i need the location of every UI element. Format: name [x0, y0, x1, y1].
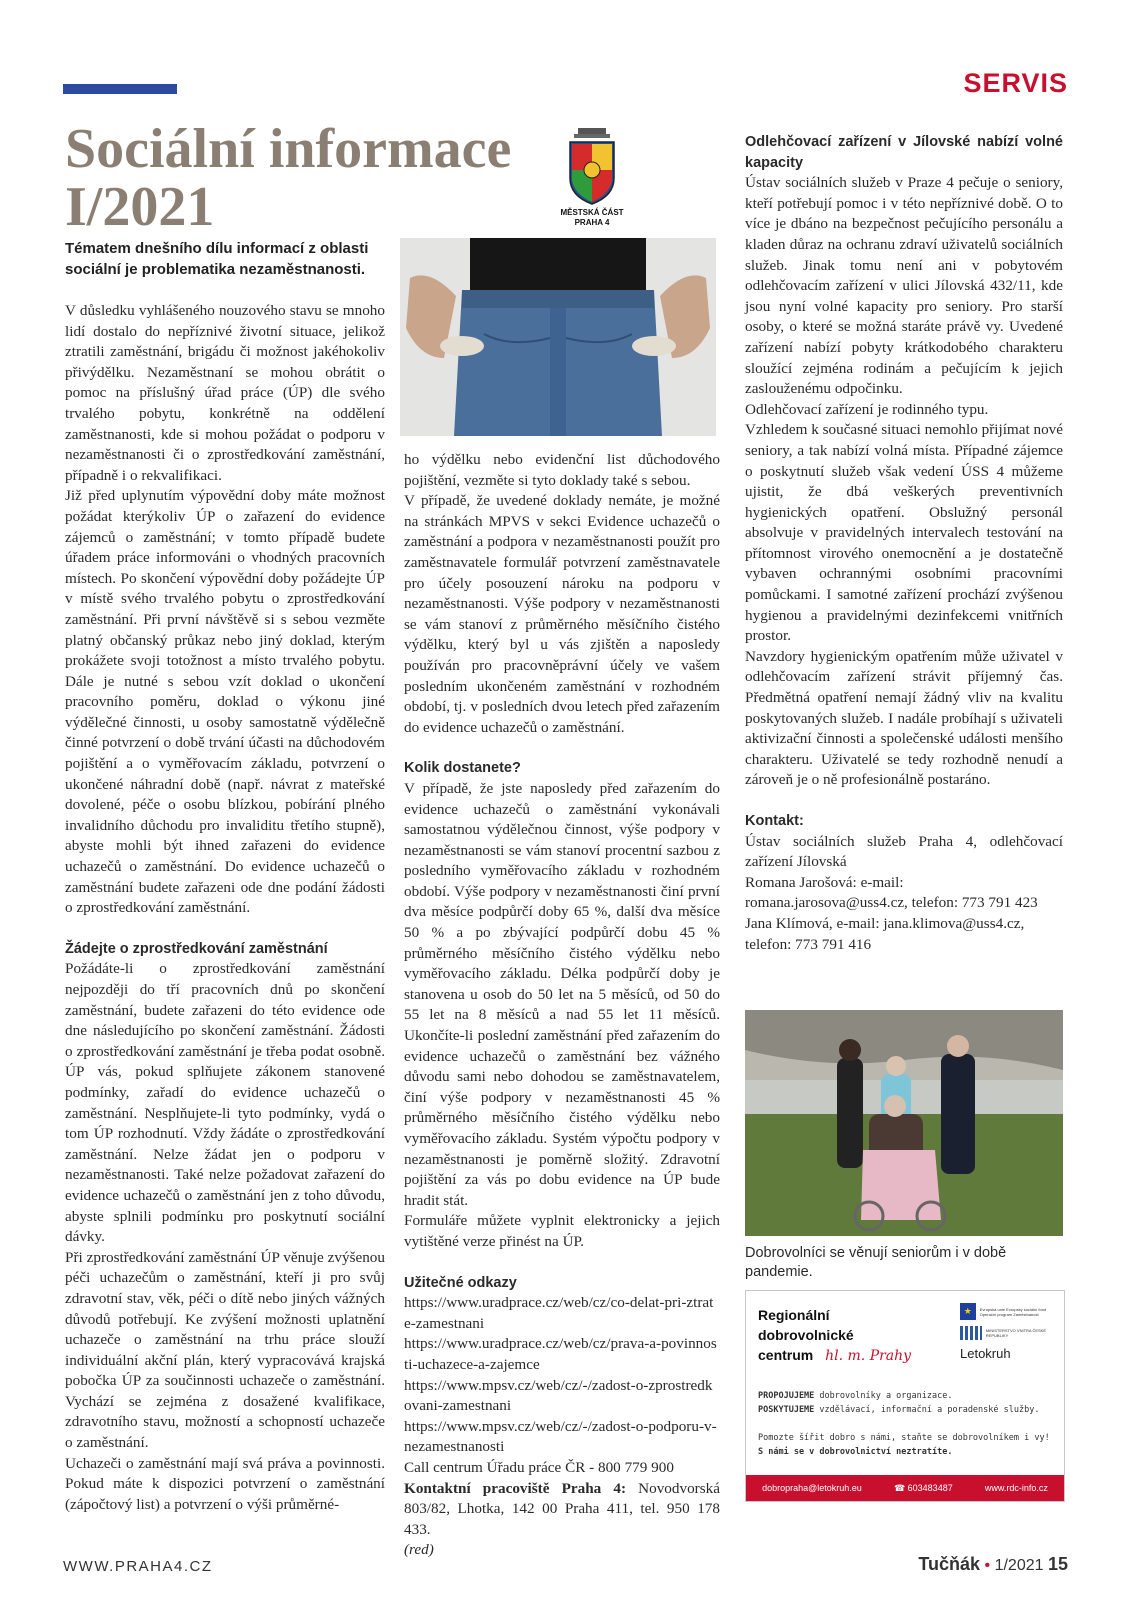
subheading: Kolik dostanete? [404, 760, 521, 777]
paragraph: ho výdělku nebo evidenční list důchodového pojištění, vezměte si tyto doklady také s sebou. [404, 451, 720, 489]
signature: (red) [404, 1541, 434, 1559]
ad-title-2: dobrovolnické [758, 1327, 854, 1343]
paragraph: V důsledku vyhlášeného nouzového stavu se mnoho lidí dostalo do nepříznivé životní situace, jelikož ztratili zaměstnání, brigádu či možnost jakéhokoliv přivýdělku. Nezaměstnaní se mohou obrátit o pomoc na příslušný úřad práce (ÚP) dle svého trvalého pobytu, konkrétně na oddělení zaměstnanosti, kde si mohou požádat o podporu v nezaměstnanosti či o zprostředkování zaměstnání, případně i o rekvalifikaci. [65, 302, 385, 484]
paragraph: V případě, že uvedené doklady nemáte, je možné na stránkách MPVS v sekci Evidence uchazečů o zaměstnání a podpora v nezaměstnanosti použít pro zaměstnavatele formulář potvrzení zaměstnavatele pro účely posouzení nároku na podporu v nezaměstnanosti. Výše podpory v nezaměstnanosti se vám stanoví z průměrného měsíčního čistého výdělku, který byl u vás zjištěn a naposledy používán pro pracovněprávní účely ve vašem posledním ukončeném zaměstnání v rozhodném období, tj. v posledních dvou letech před zařazením do evidence uchazečů o zaměstnání. [404, 492, 720, 736]
ministry-icon [960, 1326, 982, 1340]
partner-logos [960, 1303, 1056, 1361]
link[interactable]: https://www.mpsv.cz/web/cz/-/zadost-o-zprostredkovani-zamestnani [404, 1376, 713, 1415]
ad-phone [894, 1483, 953, 1494]
ad-script: hl. m. Prahy [825, 1348, 912, 1364]
ad-line-3: Pomozte šířit dobro s námi, staňte se dobrovolníkem i vy! [758, 1433, 1050, 1443]
ad-title-3: centrum [758, 1347, 814, 1363]
subheading: Odlehčovací zařízení v Jílovské nabízí volné kapacity [745, 134, 1063, 171]
link[interactable]: https://www.uradprace.cz/web/cz/co-delat-pri-ztrate-zamestnani [404, 1294, 714, 1332]
letokruh-logo: Letokruh [960, 1346, 1011, 1361]
contact-office [404, 1479, 720, 1541]
praha4-logo [548, 120, 636, 236]
link[interactable]: https://www.uradprace.cz/web/cz/prava-a-povinnosti-uchazece-a-zajemce [404, 1335, 717, 1373]
paragraph: Vzhledem k současné situaci nemohlo přijímat nové seniory, a tak nabízí volná místa. Případné zájemce o poskytnutí služeb však vedení ÚSS 4 můžeme ujistit, že dbá veškerých preventivních hygienických opatření. Obslužný personál absolvuje v pravidelných intervalech testování na přítomnost virového onemocnění a je dostatečně vybaven ochrannými osobními pracovními pomůckami. I samotné zařízení prochází zvýšenou hygienou a pravidelnými dezinfekcemi vnitřních prostor. [745, 421, 1064, 645]
paragraph: V případě, že jste naposledy před zařazením do evidence uchazečů o zaměstnání vykonávali samostatnou výdělečnou činnost, výše podpory v nezaměstnanosti se vám stanoví procentní sazbou z posledního vyměřovacího základu v rozhodném období. Výše podpory v nezaměstnanosti činí první dva měsíce podpůrčí doby 65 %, další dva měsíce 50 % a po zbývající podpůrčí dobu 45 % průměrného měsíčního čistého výdělku nebo vyměřovacího základu. Délka podpůrčí doby je stanovena u osob do 50 let na 5 měsíců, od 50 do 55 let na 8 měsíců a nad 55 let 11 měsíců. Ukončíte-li poslední zaměstnání před zařazením do evidence uchazečů o zaměstnání bez vážného důvodu sami nebo dohodou se zaměstnavatelem, činí výše podpory v nezaměstnanosti 45 % průměrného měsíčního čistého výdělku nebo vyměřovacího základu. Systém výpočtu podpory v nezaměstnanosti je poměrně složitý. Zdravotní pojištění za vás po dobu evidence na ÚP bude hradit stát. [404, 779, 720, 1209]
contact-line: Ústav sociálních služeb Praha 4, odlehčovací zařízení Jílovská [745, 832, 1063, 871]
page-number: 15 [1047, 1554, 1068, 1574]
paragraph: Formuláře můžete vyplnit elektronicky a jejich vytištěné verze přinést na ÚP. [404, 1212, 720, 1250]
ad-website[interactable]: www.rdc-info.cz [984, 1483, 1048, 1493]
ad-line-1-bold: PROPOJUJEME [758, 1391, 815, 1401]
footer-site[interactable]: WWW.PRAHA4.CZ [63, 1558, 213, 1575]
bullet-icon: • [984, 1557, 995, 1574]
contact-office-text: Novodvorská 803/82, Lhotka, 142 00 Praha 411, tel. 950 178 433. [404, 1479, 720, 1538]
ad-footer-bar [746, 1475, 1064, 1501]
contact-line: Romana Jarošová: e-mail: romana.jarosova@uss4.cz, telefon: 773 791 423 [745, 873, 1038, 912]
call-centre: Call centrum Úřadu práce ČR - 800 779 900 [404, 1458, 674, 1476]
phone-icon: ☎ [893, 1482, 908, 1493]
link[interactable]: https://www.mpsv.cz/web/cz/-/zadost-o-podporu-v-nezamestnanosti [404, 1417, 717, 1456]
ad-title-1: Regionální [758, 1307, 830, 1323]
column-3 [745, 132, 1063, 955]
subheading: Kontakt: [745, 813, 804, 829]
section-label: SERVIS [963, 68, 1068, 98]
ad-line-2-text: vzdělávací, informační a poradenské služby. [814, 1405, 1040, 1415]
ad-line-2-bold: POSKYTUJEME [758, 1405, 815, 1415]
ad-line-1 [758, 1389, 1054, 1403]
footer-issue [918, 1554, 1068, 1575]
ad-line-4: S námi se v dobrovolnictví neztratíte. [758, 1447, 953, 1457]
paragraph: Požádáte-li o zprostředkování zaměstnání nejpozději do tří pracovních dnů po skončení zaměstnání, budete zařazeni do této evidence ode dne následujícího po skončení zaměstnání. Žádosti o zprostředkování zaměstnání je třeba podat osobně. ÚP vás, pokud splňujete zákonem stanovené podmínky, zařadí do evidence uchazečů o zaměstnání. Nesplňujete-li tyto podmínky, vydá o tom ÚP rozhodnutí. Vždy žádáte o zprostředkování zaměstnání. Nelze žádat jen o podporu v nezaměstnanosti. Také nelze požadovat zařazení do evidence uchazečů o zaměstnání jen z toho důvodu, abyste splnili podmínku pro poskytnutí sociální dávky. [65, 960, 385, 1246]
magazine-name: Tučňák [918, 1554, 981, 1574]
empty-pockets-photo [400, 238, 716, 436]
ad-email[interactable]: dobropraha@letokruh.eu [762, 1483, 862, 1493]
paragraph: Odlehčovací zařízení je rodinného typu. [745, 400, 989, 418]
paragraph: Již před uplynutím výpovědní doby máte možnost požádat kterýkoliv ÚP o zařazení do evidence zájemců o zaměstnání; v tomto případě budete úřadem práce informováni o vhodných pracovních místech. Po skončení výpovědní doby požádejte ÚP v místě svého trvalého pobytu o zprostředkování zaměstnání. Při první návštěvě si s sebou vezměte platný občanský průkaz nebo jiný doklad, kterým prokážete svoji totožnost a místo trvalého pobytu. Dále je nutné s sebou vzít doklad o ukončení pracovního poměru, doklad o výkonu jiné výdělečné činnosti, u osoby samostatně výdělečně činné potvrzení o době trvání účasti na důchodovém pojištění a o vyměřovacím základu, potvrzení o ukončené náhradní době (např. návrat z mateřské dovolené, péče o osobu blízkou, pobírání plného invalidního důchodu pro invaliditu třetího stupně), abyste mohli být ihned zařazeni do evidence uchazečů o zaměstnání. Do evidence uchazečů o zaměstnání budete zařazeni ode dne podání žádosti o zprostředkování zaměstnání. [65, 487, 385, 917]
column-1 [65, 301, 385, 1515]
ministry-text: MINISTERSTVO VNITRA ČESKÉ REPUBLIKY [985, 1328, 1047, 1338]
logo-line-2: PRAHA 4 [574, 218, 610, 227]
contact-line: Jana Klímová, e-mail: jana.klimova@uss4.cz, telefon: 773 791 416 [745, 914, 1025, 953]
volunteer-centre-ad [745, 1290, 1065, 1502]
eu-flag-icon: ★ [960, 1303, 976, 1320]
paragraph: Při zprostředkování zaměstnání ÚP věnuje zvýšenou péči uchazečům o zaměstnání, kteří ji pro svůj zdravotní stav, věk, péči o dítě nebo jiných vážných důvodů potřebují. Ke zvýšení možnosti uplatnění uchazeče o zaměstnání na trhu práce slouží individuální akční plán, který vypracovává krajská pobočka ÚP za součinnosti uchazeče o zaměstnání. Vychází se zejména z dosažené kvalifikace, zdravotního stavu, možností a schopností uchazeče o zaměstnání. [65, 1248, 385, 1452]
eu-text: Evropská unie Evropský sociální fond Operační program Zaměstnanost [979, 1306, 1047, 1317]
issue-number: 1/2021 [994, 1557, 1044, 1574]
ad-line-1-text: dobrovolníky a organizace. [814, 1391, 953, 1401]
header-rule [63, 84, 177, 94]
contact-office-label: Kontaktní pracoviště Praha 4: [404, 1479, 627, 1497]
ad-phone-number: 603483487 [907, 1482, 953, 1493]
column-2 [404, 450, 720, 1561]
photo-caption: Dobrovolníci se věnují seniorům i v době pandemie. [745, 1245, 1007, 1280]
volunteers-photo [745, 1010, 1063, 1236]
page-title: Sociální informace I/2021 [65, 118, 512, 238]
paragraph: Navzdory hygienickým opatřením může uživatel v odlehčovacím zařízení strávit příjemný čas. Předmětná opatření nemají žádný vliv na kvalitu poskytovaných služeb. I nadále probíhají s uživateli aktivizační činnosti a společenské události menšího charakteru. Uživatelé se tedy rozhodně nenudí a zároveň je o ně profesionálně postaráno. [745, 647, 1063, 789]
logo-line-1: MĚSTSKÁ ČÁST [560, 208, 624, 217]
ad-line-2 [758, 1403, 1054, 1417]
subheading: Žádejte o zprostředkování zaměstnání [65, 940, 328, 957]
subheading: Užitečné odkazy [404, 1274, 517, 1291]
article-lead: Tématem dnešního dílu informací z oblasti sociální je problematika nezaměstnanosti. [65, 240, 369, 278]
paragraph: Uchazeči o zaměstnání mají svá práva a povinnosti. Pokud máte k dispozici potvrzení o zaměstnání (zápočtový list) a potvrzení o výši průměrné- [65, 1454, 385, 1513]
paragraph: Ústav sociálních služeb v Praze 4 pečuje o seniory, kteří potřebují pomoc i v této nepříznivé době. O to více je dbáno na bezpečnost pečujícího personálu a kladen důraz na ochranu zdraví uživatelů sociálních služeb. Jinak tomu není ani v pobytovém odlehčovacím zařízení v ulici Jílovská 432/11, kde jsou nyní volné kapacity pro seniory. Pro starší osoby, o které se možná staráte právě vy. Uvedené zařízení nabízí pobyty krátkodobého charakteru sloužící zejména rodinám a pečujícím k jejich zaslouženému odpočinku. [745, 174, 1063, 398]
